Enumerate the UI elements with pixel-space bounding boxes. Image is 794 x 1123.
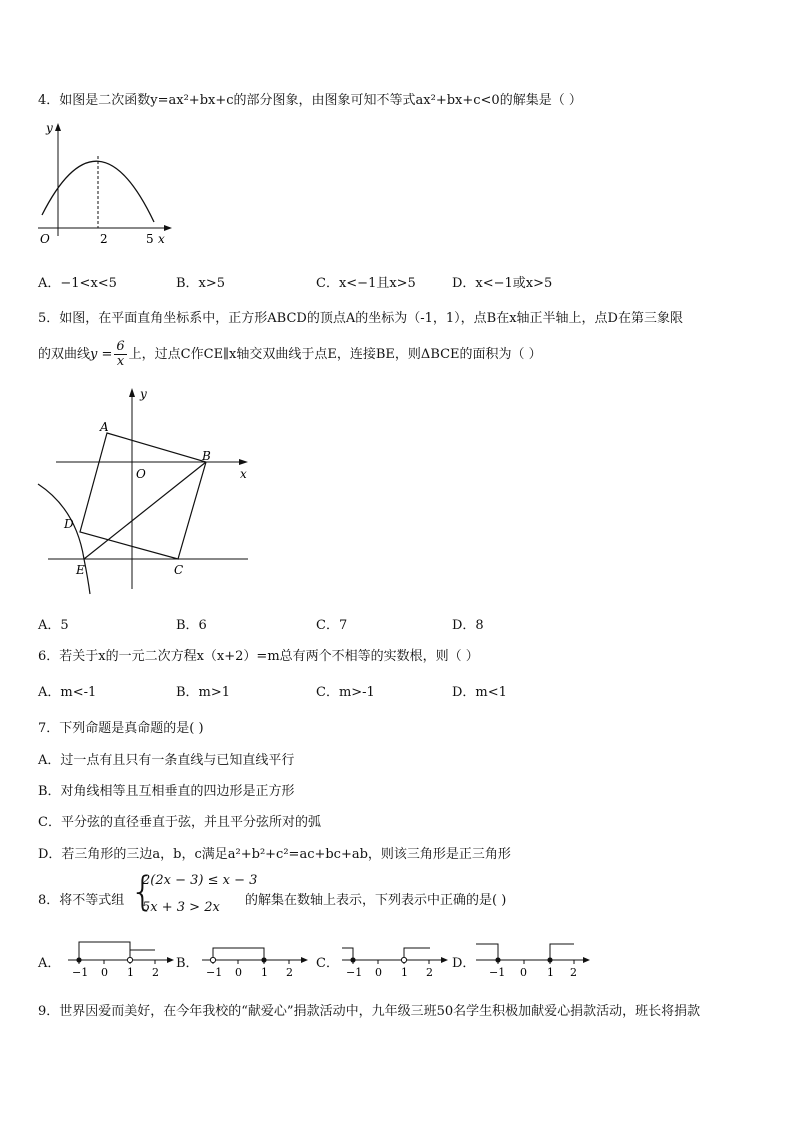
q6-option-d[interactable]: D．m<1 [452, 685, 507, 700]
q8-tick-label: 0 [235, 966, 242, 979]
q8-tick-label: 1 [401, 966, 408, 979]
q4-option-d[interactable]: D．x<−1或x>5 [452, 276, 553, 291]
q9-stem: 9．世界因爱而美好，在今年我校的“献爱心”捐款活动中，九年级三班50名学生积极加献爱心捐款活动，班长将捐款 [38, 1004, 701, 1019]
q5-option-a[interactable]: A．5 [38, 618, 69, 633]
q8-option-c-label[interactable]: C． [316, 956, 339, 971]
q6-option-b[interactable]: B．m>1 [176, 685, 231, 700]
q7-option-a[interactable]: A．过一点有且只有一条直线与已知直线平行 [38, 753, 295, 768]
q8-option-d-numberline[interactable] [474, 934, 592, 980]
q5-stem-line2 [38, 340, 542, 370]
q4-option-c[interactable]: C．x<−1且x>5 [316, 276, 416, 291]
q7-option-b[interactable]: B．对角线相等且互相垂直的四边形是正方形 [38, 784, 295, 799]
q4-stem: 4．如图是二次函数y=ax²+bx+c的部分图象，由图象可知不等式ax²+bx+c<0的解集是（ ） [38, 93, 582, 108]
q5-frac-num: 6 [116, 339, 125, 354]
q5-label-e: E [76, 563, 85, 577]
q8-option-c-numberline[interactable] [340, 938, 450, 980]
q5-stem-post: 上，过点C作CE∥x轴交双曲线于点E，连接BE，则ΔBCE的面积为（ ） [128, 347, 542, 362]
q5-option-c[interactable]: C．7 [316, 618, 348, 633]
q7-stem: 7．下列命题是真命题的是( ) [38, 721, 204, 736]
q5-frac-den: x [116, 354, 125, 369]
q8-system-brace: { [130, 869, 156, 915]
q4-tick-2: 2 [100, 232, 108, 246]
q8-tick-label: −1 [489, 966, 506, 979]
q5-label-a: A [100, 420, 109, 434]
q6-option-c[interactable]: C．m>-1 [316, 685, 375, 700]
q8-option-b-numberline[interactable] [200, 938, 310, 980]
q5-label-o: O [136, 467, 146, 481]
q5-option-d[interactable]: D．8 [452, 618, 484, 633]
q8-tick-label: 1 [127, 966, 134, 979]
q5-square-graph [36, 384, 258, 599]
q8-inequality-2: 5x + 3 > 2x [142, 900, 220, 915]
q4-option-a[interactable]: A．−1<x<5 [38, 276, 117, 291]
q8-tick-label: 1 [547, 966, 554, 979]
q8-tick-label: 2 [426, 966, 433, 979]
q5-option-b[interactable]: B．6 [176, 618, 207, 633]
q8-tick-label: 0 [520, 966, 527, 979]
q4-option-b[interactable]: B．x>5 [176, 276, 226, 291]
q5-label-y: y [140, 387, 147, 401]
q5-stem-line1: 5．如图，在平面直角坐标系中，正方形ABCD的顶点A的坐标为（-1，1），点B在x轴正半轴上，点D在第三象限 [38, 311, 683, 326]
q5-label-b: B [202, 449, 211, 463]
q8-tick-label: 2 [152, 966, 159, 979]
q4-y-label: y [46, 121, 53, 135]
q8-stem-post: 的解集在数轴上表示，下列表示中正确的是( ) [245, 893, 507, 908]
q8-tick-label: 0 [375, 966, 382, 979]
q5-label-d: D [64, 517, 74, 531]
q8-option-a-label[interactable]: A． [38, 956, 61, 971]
q8-tick-label: 1 [261, 966, 268, 979]
q8-stem-pre: 8．将不等式组 [38, 893, 125, 908]
q5-hyperbola-fraction [114, 340, 126, 369]
q6-option-a[interactable]: A．m<-1 [38, 685, 97, 700]
q8-tick-label: 0 [101, 966, 108, 979]
q4-parabola-graph [30, 118, 180, 248]
q5-stem-pre: 的双曲线 [38, 347, 91, 362]
q5-label-x: x [240, 467, 247, 481]
q8-tick-label: −1 [346, 966, 363, 979]
q8-tick-label: −1 [206, 966, 223, 979]
q7-option-d[interactable]: D．若三角形的三边a，b，c满足a²+b²+c²=ac+bc+ab，则该三角形是正三角形 [38, 847, 511, 862]
q8-option-d-label[interactable]: D． [452, 956, 476, 971]
q5-label-c: C [174, 563, 184, 577]
q5-hyperbola-lhs: y = [90, 347, 113, 362]
q8-tick-label: 2 [286, 966, 293, 979]
q8-tick-label: 2 [570, 966, 577, 979]
q4-origin-label: O [40, 232, 50, 246]
q6-stem: 6．若关于x的一元二次方程x（x+2）=m总有两个不相等的实数根，则（ ） [38, 649, 479, 664]
q4-tick-5: 5 [146, 232, 154, 246]
q8-option-b-label[interactable]: B． [176, 956, 199, 971]
q8-inequality-1: 2(2x − 3) ≤ x − 3 [142, 873, 258, 888]
q4-x-label: x [158, 232, 165, 246]
q8-option-a-numberline[interactable] [66, 938, 176, 980]
q7-option-c[interactable]: C．平分弦的直径垂直于弦，并且平分弦所对的弧 [38, 815, 321, 830]
q8-tick-label: −1 [72, 966, 89, 979]
